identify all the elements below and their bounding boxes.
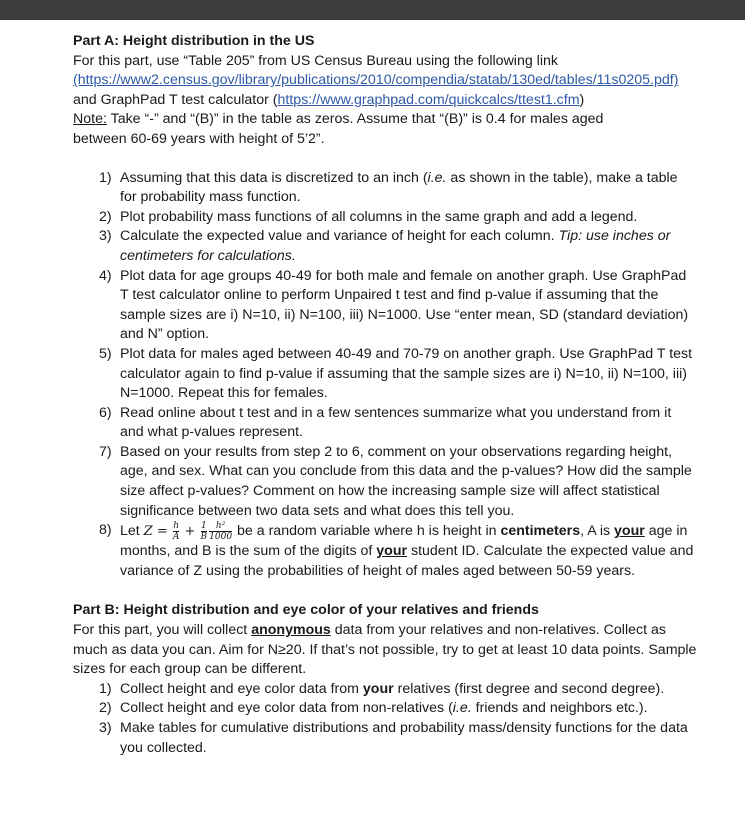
list-item: 5) Plot data for males aged between 40-49 and 70-79 on another graph. Use GraphPad T test calculator again to find p-value if assuming that the sample sizes are i) N=10, ii) N=100, iii) N=1000. Repeat this for females. — [99, 345, 693, 402]
z-formula: Z = $\frac{h}{A}$ + $\frac{1}{B}$ $\frac{\text{h²}}{1000}$ — [143, 521, 233, 543]
list-item: 6) Read online about t test and in a few sentences summarize what you understand from it and what p-values represent. — [99, 404, 672, 441]
list-item: 2) Plot probability mass functions of all columns in the same graph and add a legend. — [99, 208, 638, 225]
part-a-heading: Part A: Height distribution in the US — [73, 33, 315, 49]
list-item: 1) Collect height and eye color data from your relatives (first degree and second degree). — [99, 680, 665, 697]
window-top-bar — [0, 0, 745, 20]
intro-text-2: and GraphPad T test calculator ( — [73, 91, 278, 108]
note-text: Take “-” and “(B)” in the table as zeros. Assume that “(B)” is 0.4 for males aged — [106, 111, 604, 128]
part-b-intro: For this part, you will collect anonymous data from your relatives and non-relatives. Collect as much as data you can. Aim for N≥20. If that’s not possible, try to get at least 10 data points. Sample sizes for each group can be different. — [73, 622, 697, 678]
part-a-list — [73, 169, 698, 582]
part-b-list — [73, 680, 698, 758]
list-item: 1) Assuming that this data is discretized to an inch (i.e. as shown in the table), make a table for probability mass function. — [99, 169, 678, 206]
list-item-formula: 8) Let Z = $\frac{h}{A}$ + $\frac{1}{B}$ $\frac{\text{h²}}{1000}$ be a random variable where h is height in centimeters, A is your age in months, and B is the sum of the digits of your student ID. Calculate the expected value and variance of Z using the probabilities of height of males aged between 50-59 years. — [99, 521, 694, 579]
graphpad-link[interactable]: https://www.graphpad.com/quickcalcs/ttest1.cfm — [277, 91, 580, 108]
list-item: 2) Collect height and eye color data from non-relatives (i.e. friends and neighbors etc.). — [99, 700, 648, 717]
list-item: 3) Calculate the expected value and variance of height for each column. Tip: use inches or centimeters for calculations. — [99, 228, 671, 264]
note-label: Note: — [73, 111, 107, 128]
list-item: 4) Plot data for age groups 40-49 for both male and female on another graph. Use GraphPad T test calculator online to perform Unpaired t test and find p-value if assuming that the sample sizes are i) N=10, ii) N=100, iii) N=1000. Use “enter mean, SD (standard deviation) and N” option. — [99, 267, 689, 343]
intro-paren: ) — [579, 91, 585, 108]
list-item: 3) Make tables for cumulative distributions and probability mass/density functions for the data you collected. — [99, 720, 688, 756]
part-b-heading: Part B: Height distribution and eye color of your relatives and friends — [73, 602, 539, 619]
intro-text: For this part, use “Table 205” from US Census Bureau using the following link — [73, 52, 558, 69]
document-page — [0, 20, 745, 830]
census-link[interactable]: (https://www2.census.gov/library/publications/2010/compendia/statab/130ed/tables/11s0205.pdf) — [73, 72, 679, 89]
part-a-intro — [73, 52, 698, 150]
note-text-2: between 60-69 years with height of 5’2”. — [73, 130, 325, 147]
list-item: 7) Based on your results from step 2 to 6, comment on your observations regarding height, age, and sex. What can you conclude from this data and the p-values? How did the sample size affect p-values? Comment on how the increasing sample size will affect statistical significance between two data sets and what does this tell you. — [99, 443, 692, 519]
document-body — [73, 32, 698, 758]
